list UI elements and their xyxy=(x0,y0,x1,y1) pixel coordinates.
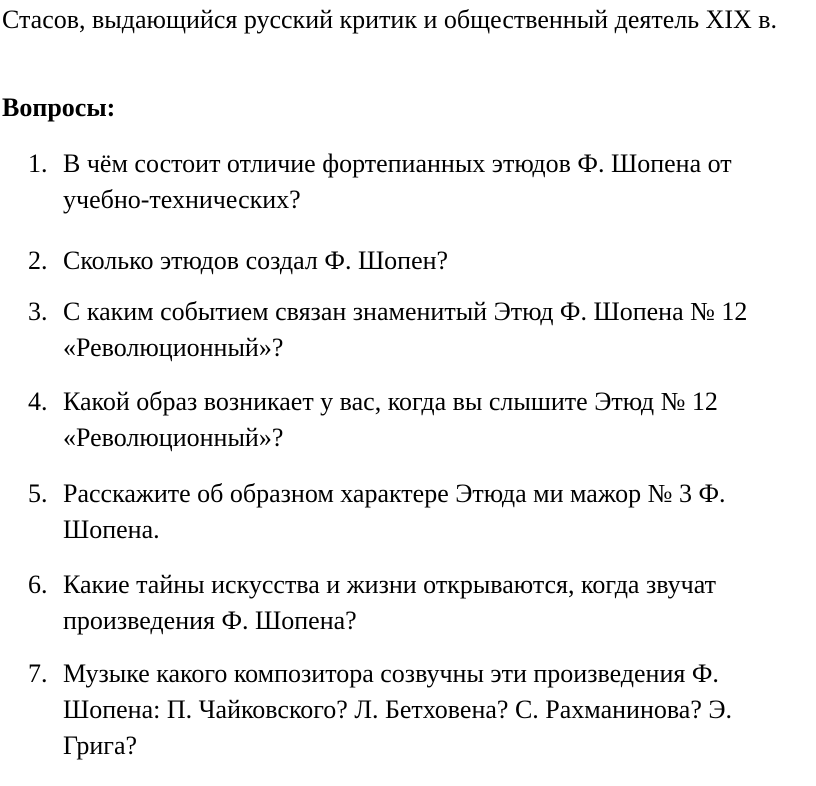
question-number: 6. xyxy=(28,570,48,599)
question-number: 3. xyxy=(28,297,48,326)
questions-heading: Вопросы: xyxy=(2,93,116,122)
question-text: Музыке какого композитора созвучны эти произведения Ф. Шопена: П. Чайковского? Л. Бетховена? С. Рахманинова? Э. Грига? xyxy=(63,659,733,760)
question-number: 2. xyxy=(28,246,48,275)
question-number: 1. xyxy=(28,149,48,178)
question-number: 7. xyxy=(28,659,48,688)
question-number: 4. xyxy=(28,387,48,416)
question-text: Какой образ возникает у вас, когда вы слышите Этюд № 12 «Революционный»? xyxy=(63,387,718,452)
question-text: Какие тайны искусства и жизни открываются, когда звучат произведения Ф. Шопена? xyxy=(63,570,716,635)
question-text: В чём состоит отличие фортепианных этюдов Ф. Шопена от учебно-технических? xyxy=(63,149,732,214)
intro-text: Стасов, выдающийся русский критик и общественный деятель XIX в. xyxy=(2,5,778,34)
question-text: Расскажите об образном характере Этюда ми мажор № 3 Ф. Шопена. xyxy=(63,479,726,544)
question-text: Сколько этюдов создал Ф. Шопен? xyxy=(63,246,449,275)
question-text: С каким событием связан знаменитый Этюд Ф. Шопена № 12 «Революционный»? xyxy=(63,297,748,362)
question-number: 5. xyxy=(28,479,48,508)
